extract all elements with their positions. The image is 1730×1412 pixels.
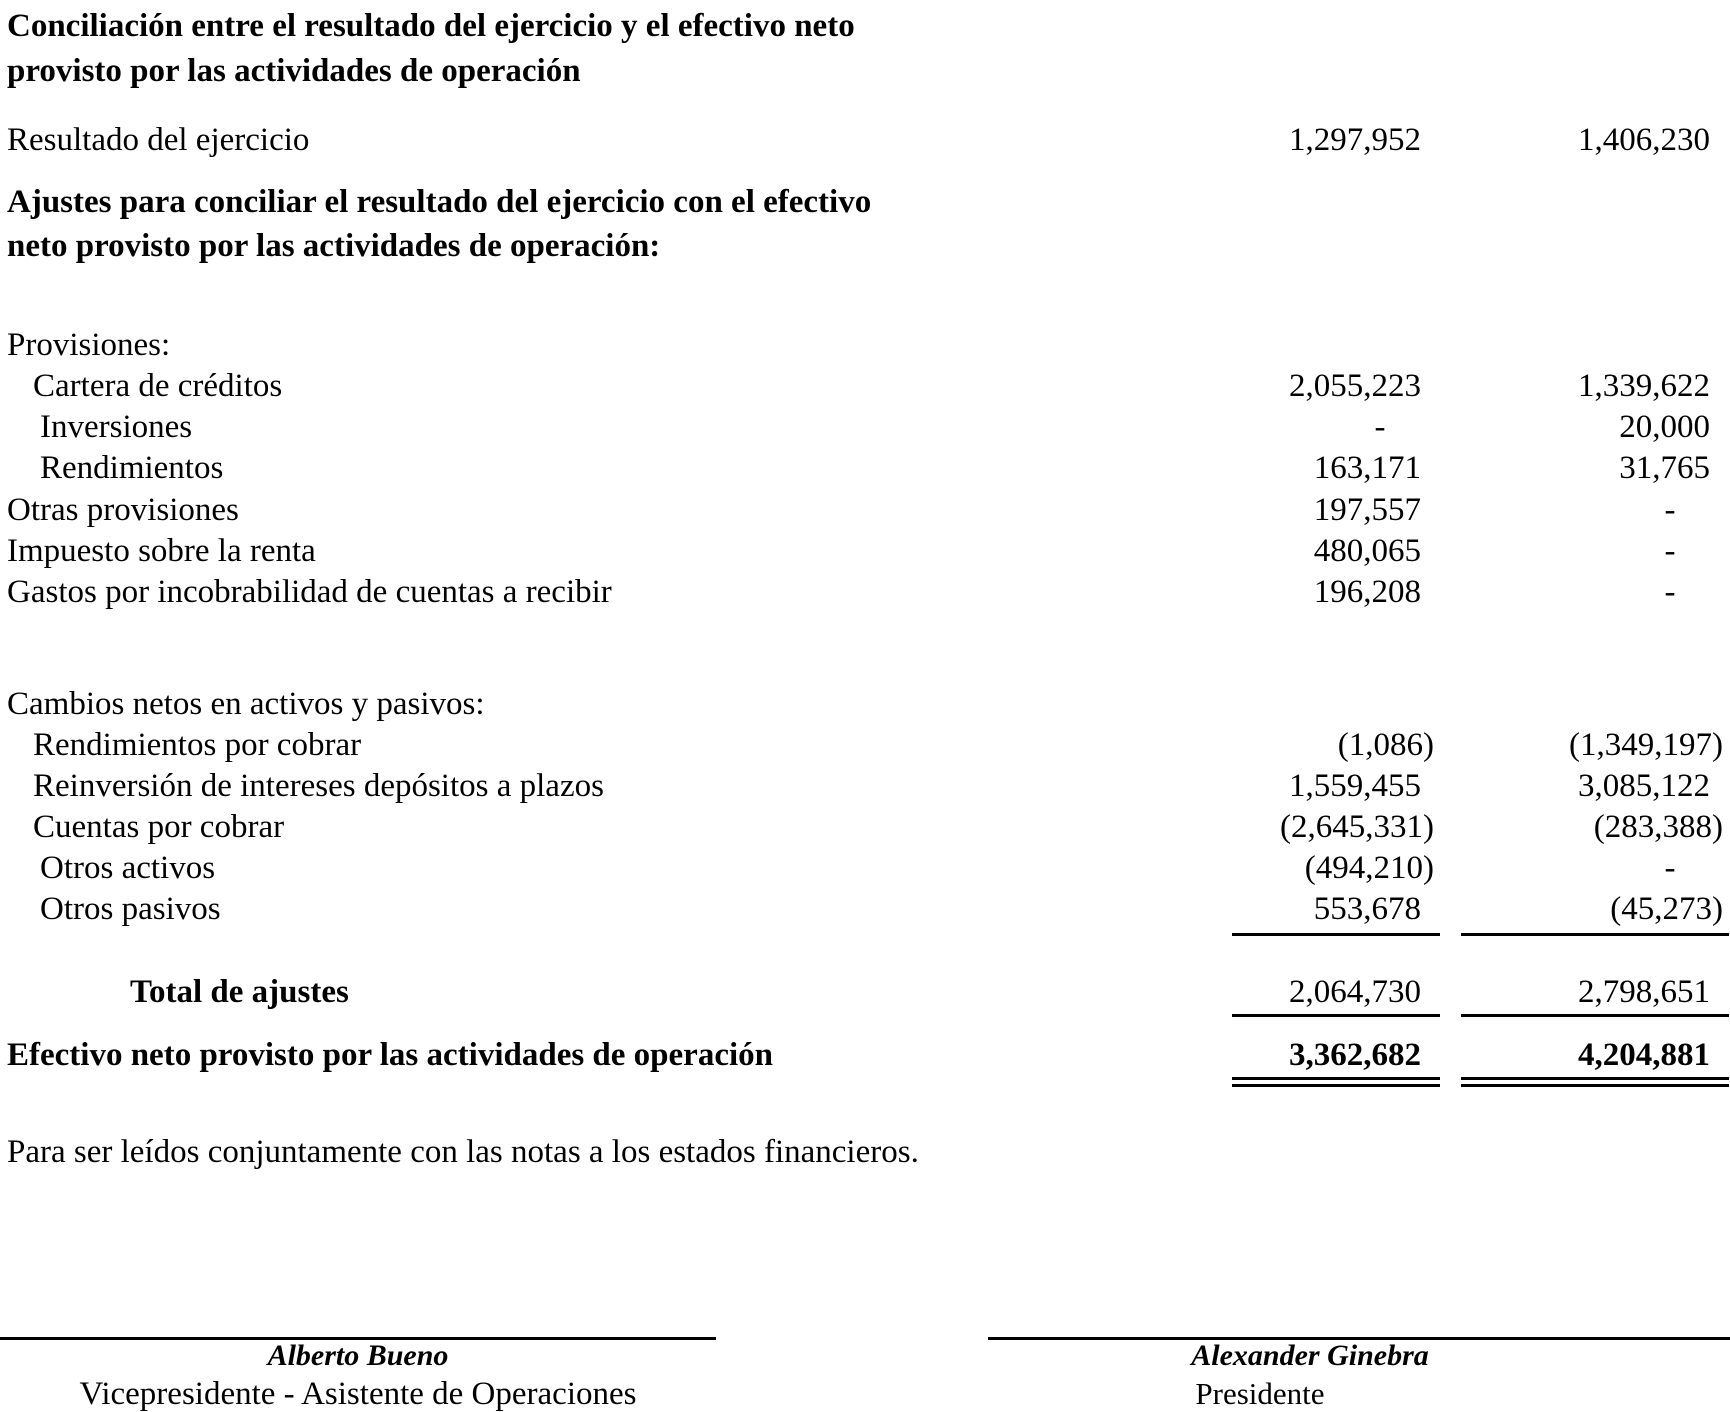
row-label: Otros pasivos [40,891,221,927]
row-col2: 1,339,622 [1578,368,1710,404]
efectivo-neto-label: Efectivo neto provisto por las actividades de operación [7,1037,773,1073]
row-col1: 2,055,223 [1289,368,1421,404]
row-label: Otras provisiones [7,492,239,528]
row-col2: 3,085,122 [1578,768,1710,804]
heading-ajustes-line2: neto provisto por las actividades de operación: [7,228,661,264]
row-label: Cuentas por cobrar [33,809,285,845]
subtotal-rule-col1 [1232,933,1440,936]
row-col2: - [1664,533,1676,569]
row-col1: 1,559,455 [1289,768,1421,804]
grand-total-double-rule-col2 [1461,1077,1729,1087]
row-col1: - [1374,409,1386,445]
row-col1: (1,086) [1337,727,1434,763]
row-col1: 196,208 [1313,574,1421,610]
resultado-col1: 1,297,952 [1289,122,1421,158]
heading-conciliacion-line1: Conciliación entre el resultado del ejercicio y el efectivo neto [7,8,855,44]
row-label: Rendimientos [40,450,224,486]
row-col1: 480,065 [1313,533,1421,569]
signature-title-right: Presidente [1195,1376,1325,1411]
row-label: Gastos por incobrabilidad de cuentas a recibir [7,574,612,610]
row-col1: 163,171 [1313,450,1421,486]
row-col1: (2,645,331) [1280,809,1434,845]
signature-title-left: Vicepresidente - Asistente de Operaciones [79,1376,637,1412]
row-col2: 31,765 [1619,450,1710,486]
row-col2: (283,388) [1593,809,1723,845]
row-col2: - [1664,850,1676,886]
total-ajustes-col2: 2,798,651 [1578,974,1710,1010]
row-col2: (45,273) [1610,891,1723,927]
heading-conciliacion-line2: provisto por las actividades de operación [7,53,581,89]
row-label: Inversiones [40,409,193,445]
row-col2: 20,000 [1619,409,1710,445]
row-label: Impuesto sobre la renta [7,533,316,569]
total-rule-col2 [1461,1014,1729,1017]
grand-total-double-rule-col1 [1232,1077,1440,1087]
row-col2: (1,349,197) [1569,727,1723,763]
total-ajustes-col1: 2,064,730 [1289,974,1421,1010]
subtotal-rule-col2 [1461,933,1729,936]
row-label: Otros activos [40,850,216,886]
total-ajustes-label: Total de ajustes [130,974,349,1010]
total-rule-col1 [1232,1014,1440,1017]
row-col1: (494,210) [1304,850,1434,886]
row-label: Reinversión de intereses depósitos a plazos [33,768,604,804]
row-label: Rendimientos por cobrar [33,727,362,763]
row-col2: - [1664,574,1676,610]
row-label: Cartera de créditos [33,368,283,404]
resultado-col2: 1,406,230 [1578,122,1710,158]
row-col1: 197,557 [1313,492,1421,528]
signature-name-left: Alberto Bueno [267,1339,449,1372]
row-col2: - [1664,492,1676,528]
efectivo-neto-col1: 3,362,682 [1289,1037,1421,1073]
footnote: Para ser leídos conjuntamente con las notas a los estados financieros. [7,1134,919,1170]
signature-name-right: Alexander Ginebra [1191,1339,1429,1372]
efectivo-neto-col2: 4,204,881 [1578,1037,1710,1073]
cambios-label: Cambios netos en activos y pasivos: [7,686,485,722]
provisiones-label: Provisiones: [7,327,171,363]
heading-ajustes-line1: Ajustes para conciliar el resultado del ejercicio con el efectivo [7,184,872,220]
resultado-label: Resultado del ejercicio [7,122,310,158]
row-col1: 553,678 [1313,891,1421,927]
